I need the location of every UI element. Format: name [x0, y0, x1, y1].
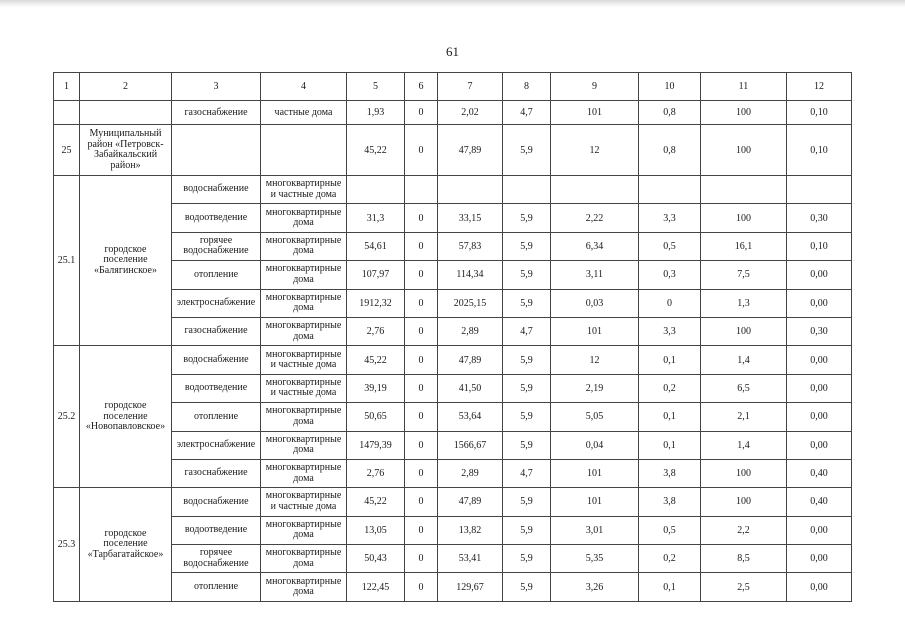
value-col-6: 0	[405, 516, 438, 544]
value-col-6: 0	[405, 232, 438, 260]
value-col-9: 101	[551, 488, 639, 516]
value-col-6: 0	[405, 125, 438, 176]
value-col-7: 2025,15	[438, 289, 503, 317]
value-col-12: 0,00	[787, 261, 852, 289]
value-col-5: 107,97	[347, 261, 405, 289]
value-col-7: 129,67	[438, 573, 503, 601]
table-row	[54, 176, 852, 204]
value-col-9: 6,34	[551, 232, 639, 260]
row-number: 25.3	[54, 488, 80, 602]
value-col-6: 0	[405, 346, 438, 374]
value-col-12: 0,10	[787, 101, 852, 125]
value-col-9: 3,11	[551, 261, 639, 289]
value-col-10: 0,5	[639, 516, 701, 544]
value-col-5: 2,76	[347, 317, 405, 345]
value-col-6: 0	[405, 204, 438, 232]
value-col-9: 2,19	[551, 374, 639, 402]
value-col-5: 50,65	[347, 403, 405, 431]
value-col-10: 0,2	[639, 374, 701, 402]
value-col-7: 47,89	[438, 346, 503, 374]
value-col-12: 0,00	[787, 431, 852, 459]
value-col-8: 5,9	[503, 346, 551, 374]
value-col-9: 12	[551, 125, 639, 176]
value-col-6: 0	[405, 374, 438, 402]
service-cell: водоснабжение	[172, 176, 261, 204]
table-row	[54, 261, 852, 289]
value-col-7: 41,50	[438, 374, 503, 402]
value-col-7: 114,34	[438, 261, 503, 289]
value-col-8: 5,9	[503, 232, 551, 260]
service-cell: горячее водоснабжение	[172, 545, 261, 573]
value-col-8: 5,9	[503, 403, 551, 431]
table-row	[54, 403, 852, 431]
value-col-11: 100	[701, 125, 787, 176]
service-cell: отопление	[172, 573, 261, 601]
service-cell: горячее водоснабжение	[172, 232, 261, 260]
value-col-12: 0,10	[787, 125, 852, 176]
value-col-11: 2,1	[701, 403, 787, 431]
table-row	[54, 516, 852, 544]
value-col-11: 100	[701, 459, 787, 487]
value-col-12: 0,00	[787, 289, 852, 317]
value-col-6: 0	[405, 317, 438, 345]
value-col-10: 0	[639, 289, 701, 317]
value-col-12: 0,40	[787, 488, 852, 516]
value-col-9: 101	[551, 317, 639, 345]
value-col-10: 0,5	[639, 232, 701, 260]
header-col-11: 11	[701, 73, 787, 101]
housing-cell: многоквартирные дома	[261, 545, 347, 573]
service-cell: водоснабжение	[172, 346, 261, 374]
table-row	[54, 289, 852, 317]
tariff-table	[53, 72, 852, 602]
header-col-10: 10	[639, 73, 701, 101]
value-col-5: 31,3	[347, 204, 405, 232]
value-col-9: 2,22	[551, 204, 639, 232]
header-col-12: 12	[787, 73, 852, 101]
value-col-8: 5,9	[503, 488, 551, 516]
value-col-5: 13,05	[347, 516, 405, 544]
value-col-6: 0	[405, 431, 438, 459]
value-col-9: 101	[551, 459, 639, 487]
row-name: городское поселение «Тарбагатайское»	[80, 488, 172, 602]
scan-edge	[0, 0, 905, 8]
value-col-6: 0	[405, 573, 438, 601]
service-cell: газоснабжение	[172, 317, 261, 345]
row-number	[54, 101, 80, 125]
table-row	[54, 346, 852, 374]
table-row	[54, 101, 852, 125]
service-cell: газоснабжение	[172, 101, 261, 125]
table-row	[54, 232, 852, 260]
value-col-5: 45,22	[347, 125, 405, 176]
service-cell: водоотведение	[172, 374, 261, 402]
value-col-11: 16,1	[701, 232, 787, 260]
header-row	[54, 73, 852, 101]
value-col-5: 1912,32	[347, 289, 405, 317]
service-cell: электроснабжение	[172, 431, 261, 459]
value-col-9: 0,04	[551, 431, 639, 459]
service-cell	[172, 125, 261, 176]
row-name: Муниципальный район «Петровск-Забайкальский район»	[80, 125, 172, 176]
value-col-11: 100	[701, 101, 787, 125]
value-col-8: 5,9	[503, 431, 551, 459]
value-col-11: 6,5	[701, 374, 787, 402]
value-col-10: 0,8	[639, 101, 701, 125]
housing-cell: многоквартирные и частные дома	[261, 346, 347, 374]
value-col-8: 5,9	[503, 261, 551, 289]
value-col-11: 2,5	[701, 573, 787, 601]
housing-cell: многоквартирные дома	[261, 232, 347, 260]
value-col-10: 0,2	[639, 545, 701, 573]
housing-cell: многоквартирные дома	[261, 289, 347, 317]
row-name: городское поселение «Балягинское»	[80, 176, 172, 346]
row-number: 25.1	[54, 176, 80, 346]
table-row	[54, 488, 852, 516]
value-col-11: 8,5	[701, 545, 787, 573]
value-col-8: 5,9	[503, 374, 551, 402]
service-cell: газоснабжение	[172, 459, 261, 487]
value-col-12: 0,40	[787, 459, 852, 487]
value-col-7: 33,15	[438, 204, 503, 232]
table-row	[54, 374, 852, 402]
value-col-12: 0,00	[787, 374, 852, 402]
value-col-8: 5,9	[503, 573, 551, 601]
housing-cell: многоквартирные дома	[261, 573, 347, 601]
housing-cell: многоквартирные дома	[261, 431, 347, 459]
value-col-12: 0,30	[787, 317, 852, 345]
row-name: городское поселение «Новопавловское»	[80, 346, 172, 488]
housing-cell: многоквартирные дома	[261, 516, 347, 544]
value-col-7: 2,89	[438, 459, 503, 487]
value-col-11: 1,3	[701, 289, 787, 317]
value-col-12	[787, 176, 852, 204]
header-col-7: 7	[438, 73, 503, 101]
header-col-5: 5	[347, 73, 405, 101]
value-col-8	[503, 176, 551, 204]
value-col-12: 0,00	[787, 346, 852, 374]
value-col-10: 0,3	[639, 261, 701, 289]
value-col-10: 3,3	[639, 317, 701, 345]
value-col-9: 3,01	[551, 516, 639, 544]
value-col-10: 0,1	[639, 573, 701, 601]
value-col-5: 45,22	[347, 346, 405, 374]
value-col-5: 2,76	[347, 459, 405, 487]
value-col-10: 0,1	[639, 346, 701, 374]
value-col-6: 0	[405, 101, 438, 125]
header-col-1: 1	[54, 73, 80, 101]
value-col-9	[551, 176, 639, 204]
header-col-9: 9	[551, 73, 639, 101]
table-row	[54, 204, 852, 232]
value-col-8: 5,9	[503, 289, 551, 317]
value-col-7: 57,83	[438, 232, 503, 260]
value-col-9: 12	[551, 346, 639, 374]
service-cell: электроснабжение	[172, 289, 261, 317]
value-col-11: 2,2	[701, 516, 787, 544]
value-col-6: 0	[405, 261, 438, 289]
housing-cell: многоквартирные дома	[261, 403, 347, 431]
page-number: 61	[446, 44, 459, 59]
value-col-8: 4,7	[503, 101, 551, 125]
row-name	[80, 101, 172, 125]
value-col-7: 47,89	[438, 125, 503, 176]
table-row	[54, 459, 852, 487]
value-col-10	[639, 176, 701, 204]
header-col-4: 4	[261, 73, 347, 101]
header-col-6: 6	[405, 73, 438, 101]
value-col-11: 7,5	[701, 261, 787, 289]
value-col-5: 50,43	[347, 545, 405, 573]
value-col-8: 5,9	[503, 204, 551, 232]
value-col-5: 39,19	[347, 374, 405, 402]
value-col-10: 3,8	[639, 459, 701, 487]
header-col-3: 3	[172, 73, 261, 101]
value-col-6: 0	[405, 289, 438, 317]
housing-cell: многоквартирные дома	[261, 459, 347, 487]
value-col-5: 1,93	[347, 101, 405, 125]
row-number: 25	[54, 125, 80, 176]
housing-cell: многоквартирные и частные дома	[261, 488, 347, 516]
value-col-10: 0,1	[639, 403, 701, 431]
value-col-7: 53,41	[438, 545, 503, 573]
value-col-6	[405, 176, 438, 204]
value-col-8: 5,9	[503, 516, 551, 544]
value-col-8: 4,7	[503, 317, 551, 345]
header-col-2: 2	[80, 73, 172, 101]
service-cell: водоотведение	[172, 204, 261, 232]
housing-cell	[261, 125, 347, 176]
table-row	[54, 573, 852, 601]
header-col-8: 8	[503, 73, 551, 101]
value-col-7: 2,02	[438, 101, 503, 125]
value-col-12: 0,00	[787, 403, 852, 431]
value-col-8: 5,9	[503, 125, 551, 176]
value-col-5: 122,45	[347, 573, 405, 601]
value-col-9: 101	[551, 101, 639, 125]
value-col-11: 1,4	[701, 346, 787, 374]
value-col-5: 1479,39	[347, 431, 405, 459]
value-col-8: 5,9	[503, 545, 551, 573]
value-col-12: 0,00	[787, 573, 852, 601]
value-col-9: 5,35	[551, 545, 639, 573]
value-col-5: 45,22	[347, 488, 405, 516]
table-row	[54, 317, 852, 345]
value-col-12: 0,30	[787, 204, 852, 232]
value-col-6: 0	[405, 403, 438, 431]
value-col-11: 100	[701, 488, 787, 516]
value-col-7: 13,82	[438, 516, 503, 544]
value-col-6: 0	[405, 545, 438, 573]
table-row	[54, 431, 852, 459]
service-cell: отопление	[172, 403, 261, 431]
service-cell: водоотведение	[172, 516, 261, 544]
housing-cell: многоквартирные дома	[261, 261, 347, 289]
value-col-8: 4,7	[503, 459, 551, 487]
value-col-5	[347, 176, 405, 204]
value-col-9: 5,05	[551, 403, 639, 431]
value-col-11	[701, 176, 787, 204]
value-col-10: 0,8	[639, 125, 701, 176]
value-col-12: 0,00	[787, 516, 852, 544]
housing-cell: частные дома	[261, 101, 347, 125]
value-col-11: 100	[701, 204, 787, 232]
value-col-7	[438, 176, 503, 204]
value-col-7: 53,64	[438, 403, 503, 431]
housing-cell: многоквартирные и частные дома	[261, 176, 347, 204]
value-col-9: 0,03	[551, 289, 639, 317]
value-col-9: 3,26	[551, 573, 639, 601]
district-row	[54, 125, 852, 176]
value-col-12: 0,00	[787, 545, 852, 573]
value-col-7: 2,89	[438, 317, 503, 345]
value-col-12: 0,10	[787, 232, 852, 260]
value-col-11: 100	[701, 317, 787, 345]
housing-cell: многоквартирные дома	[261, 204, 347, 232]
value-col-6: 0	[405, 459, 438, 487]
value-col-10: 0,1	[639, 431, 701, 459]
value-col-10: 3,3	[639, 204, 701, 232]
value-col-7: 1566,67	[438, 431, 503, 459]
value-col-10: 3,8	[639, 488, 701, 516]
housing-cell: многоквартирные и частные дома	[261, 374, 347, 402]
housing-cell: многоквартирные дома	[261, 317, 347, 345]
service-cell: отопление	[172, 261, 261, 289]
service-cell: водоснабжение	[172, 488, 261, 516]
value-col-7: 47,89	[438, 488, 503, 516]
row-number: 25.2	[54, 346, 80, 488]
value-col-6: 0	[405, 488, 438, 516]
value-col-11: 1,4	[701, 431, 787, 459]
table-row	[54, 545, 852, 573]
value-col-5: 54,61	[347, 232, 405, 260]
